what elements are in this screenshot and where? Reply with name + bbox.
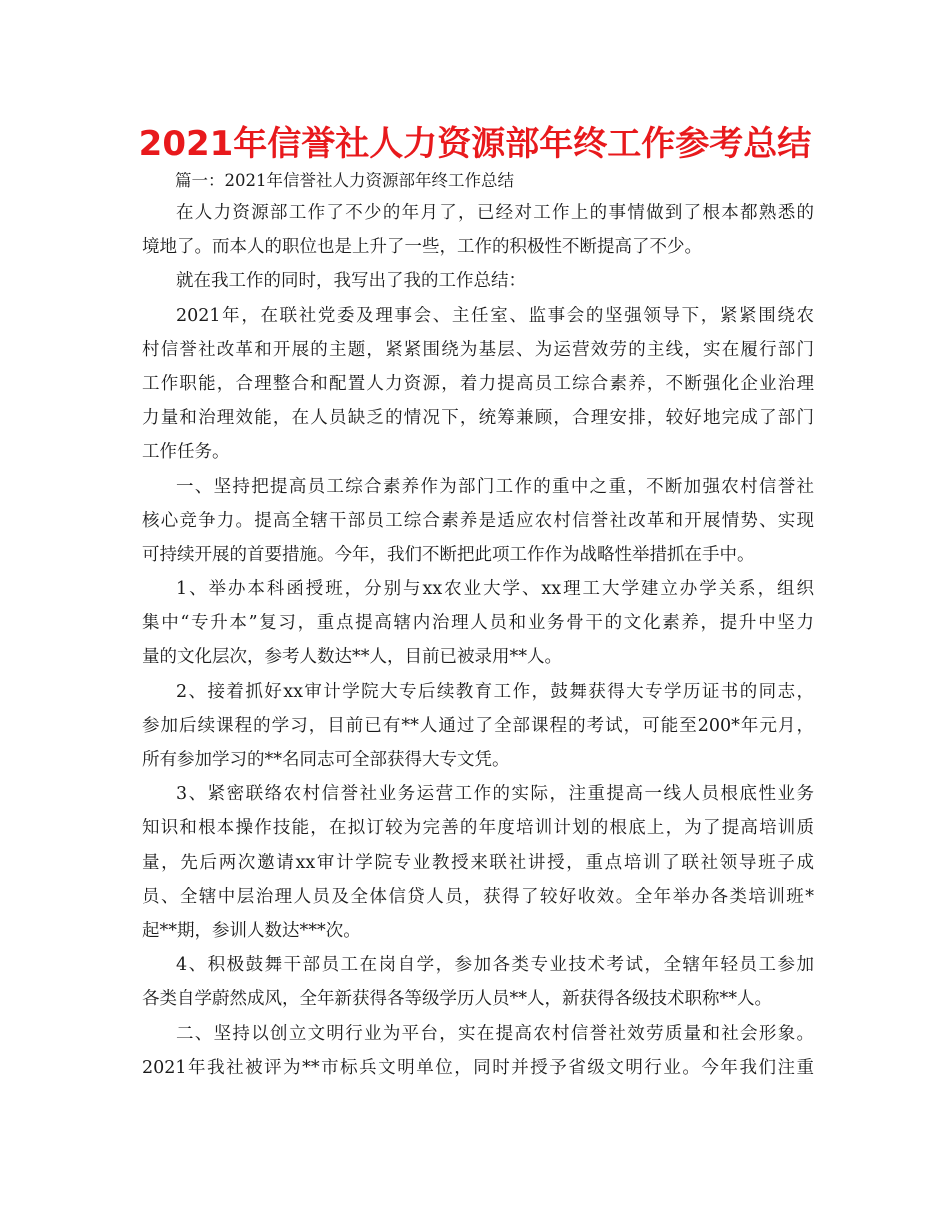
text-line: 各类自学蔚然成风，全年新获得各等级学历人员**人，新获得各级技术职称**人。 <box>142 989 772 1010</box>
text-line: 3、紧密联络农村信誉社业务运营工作的实际，注重提高一线人员根底性业务 <box>176 784 814 805</box>
text-line: 知识和根本操作技能，在拟订较为完善的年度培训计划的根底上，为了提高培训质 <box>142 818 814 839</box>
text-line: 2021年，在联社党委及理事会、主任室、监事会的坚强领导下，紧紧围绕农 <box>176 305 814 326</box>
text-line: 2、接着抓好xx审计学院大专后续教育工作，鼓舞获得大专学历证书的同志， <box>176 681 814 702</box>
text-line: 村信誉社改革和开展的主题，紧紧围绕为基层、为运营效劳的主线，实在履行部门 <box>142 339 814 360</box>
text-line: 境地了。而本人的职位也是上升了一些，工作的积极性不断提高了不少。 <box>142 237 702 258</box>
text-line: 二、坚持以创立文明行业为平台，实在提高农村信誉社效劳质量和社会形象。 <box>176 1023 814 1044</box>
text-line: 员、全辖中层治理人员及全体信贷人员，获得了较好收效。全年举办各类培训班* <box>142 886 814 907</box>
text-line: 力量和治理效能，在人员缺乏的情况下，统筹兼顾，合理安排，较好地完成了部门 <box>142 408 814 429</box>
paragraph <box>142 196 814 264</box>
text-line: 量的文化层次，参考人数达**人，目前已被录用**人。 <box>142 647 562 668</box>
document-title: 2021年信誉社人力资源部年终工作参考总结 <box>138 124 812 164</box>
paragraph <box>142 572 814 675</box>
paragraph <box>142 948 814 1016</box>
text-line: 一、坚持把提高员工综合素养作为部门工作的重中之重，不断加强农村信誉社 <box>176 476 814 497</box>
text-line: 1、举办本科函授班，分别与xx农业大学、xx理工大学建立办学关系，组织 <box>176 579 814 600</box>
text-line: 起**期，参训人数达***次。 <box>142 920 361 941</box>
text-line: 工作任务。 <box>142 442 230 463</box>
document-body <box>142 166 814 1085</box>
paragraph <box>142 1017 814 1085</box>
text-line: 集中“专升本”复习，重点提高辖内治理人员和业务骨干的文化素养，提升中坚力 <box>142 613 814 634</box>
document-subtitle: 篇一：2021年信誉社人力资源部年终工作总结 <box>175 171 514 190</box>
paragraph <box>142 470 814 573</box>
text-line: 量，先后两次邀请xx审计学院专业教授来联社讲授，重点培训了联社领导班子成 <box>142 852 814 873</box>
text-line: 核心竞争力。提高全辖干部员工综合素养是适应农村信誉社改革和开展情势、实现 <box>142 510 814 531</box>
text-line: 就在我工作的同时，我写出了我的工作总结： <box>176 271 526 292</box>
text-line: 4、积极鼓舞干部员工在岗自学，参加各类专业技术考试，全辖年轻员工参加 <box>176 955 814 976</box>
text-line: 2021年我社被评为**市标兵文明单位，同时并授予省级文明行业。今年我们注重 <box>142 1057 814 1078</box>
text-line: 工作职能，合理整合和配置人力资源，着力提高员工综合素养，不断强化企业治理 <box>142 373 814 394</box>
text-line: 在人力资源部工作了不少的年月了，已经对工作上的事情做到了根本都熟悉的 <box>176 203 814 223</box>
text-line: 可持续开展的首要措施。今年，我们不断把此项工作作为战略性举措抓在手中。 <box>142 544 755 565</box>
paragraph <box>142 299 814 470</box>
paragraph <box>142 264 814 298</box>
paragraph <box>142 675 814 778</box>
text-line: 所有参加学习的**名同志可全部获得大专文凭。 <box>142 750 510 770</box>
paragraph <box>142 777 814 948</box>
text-line: 参加后续课程的学习，目前已有**人通过了全部课程的考试，可能至200*年元月， <box>142 715 814 736</box>
